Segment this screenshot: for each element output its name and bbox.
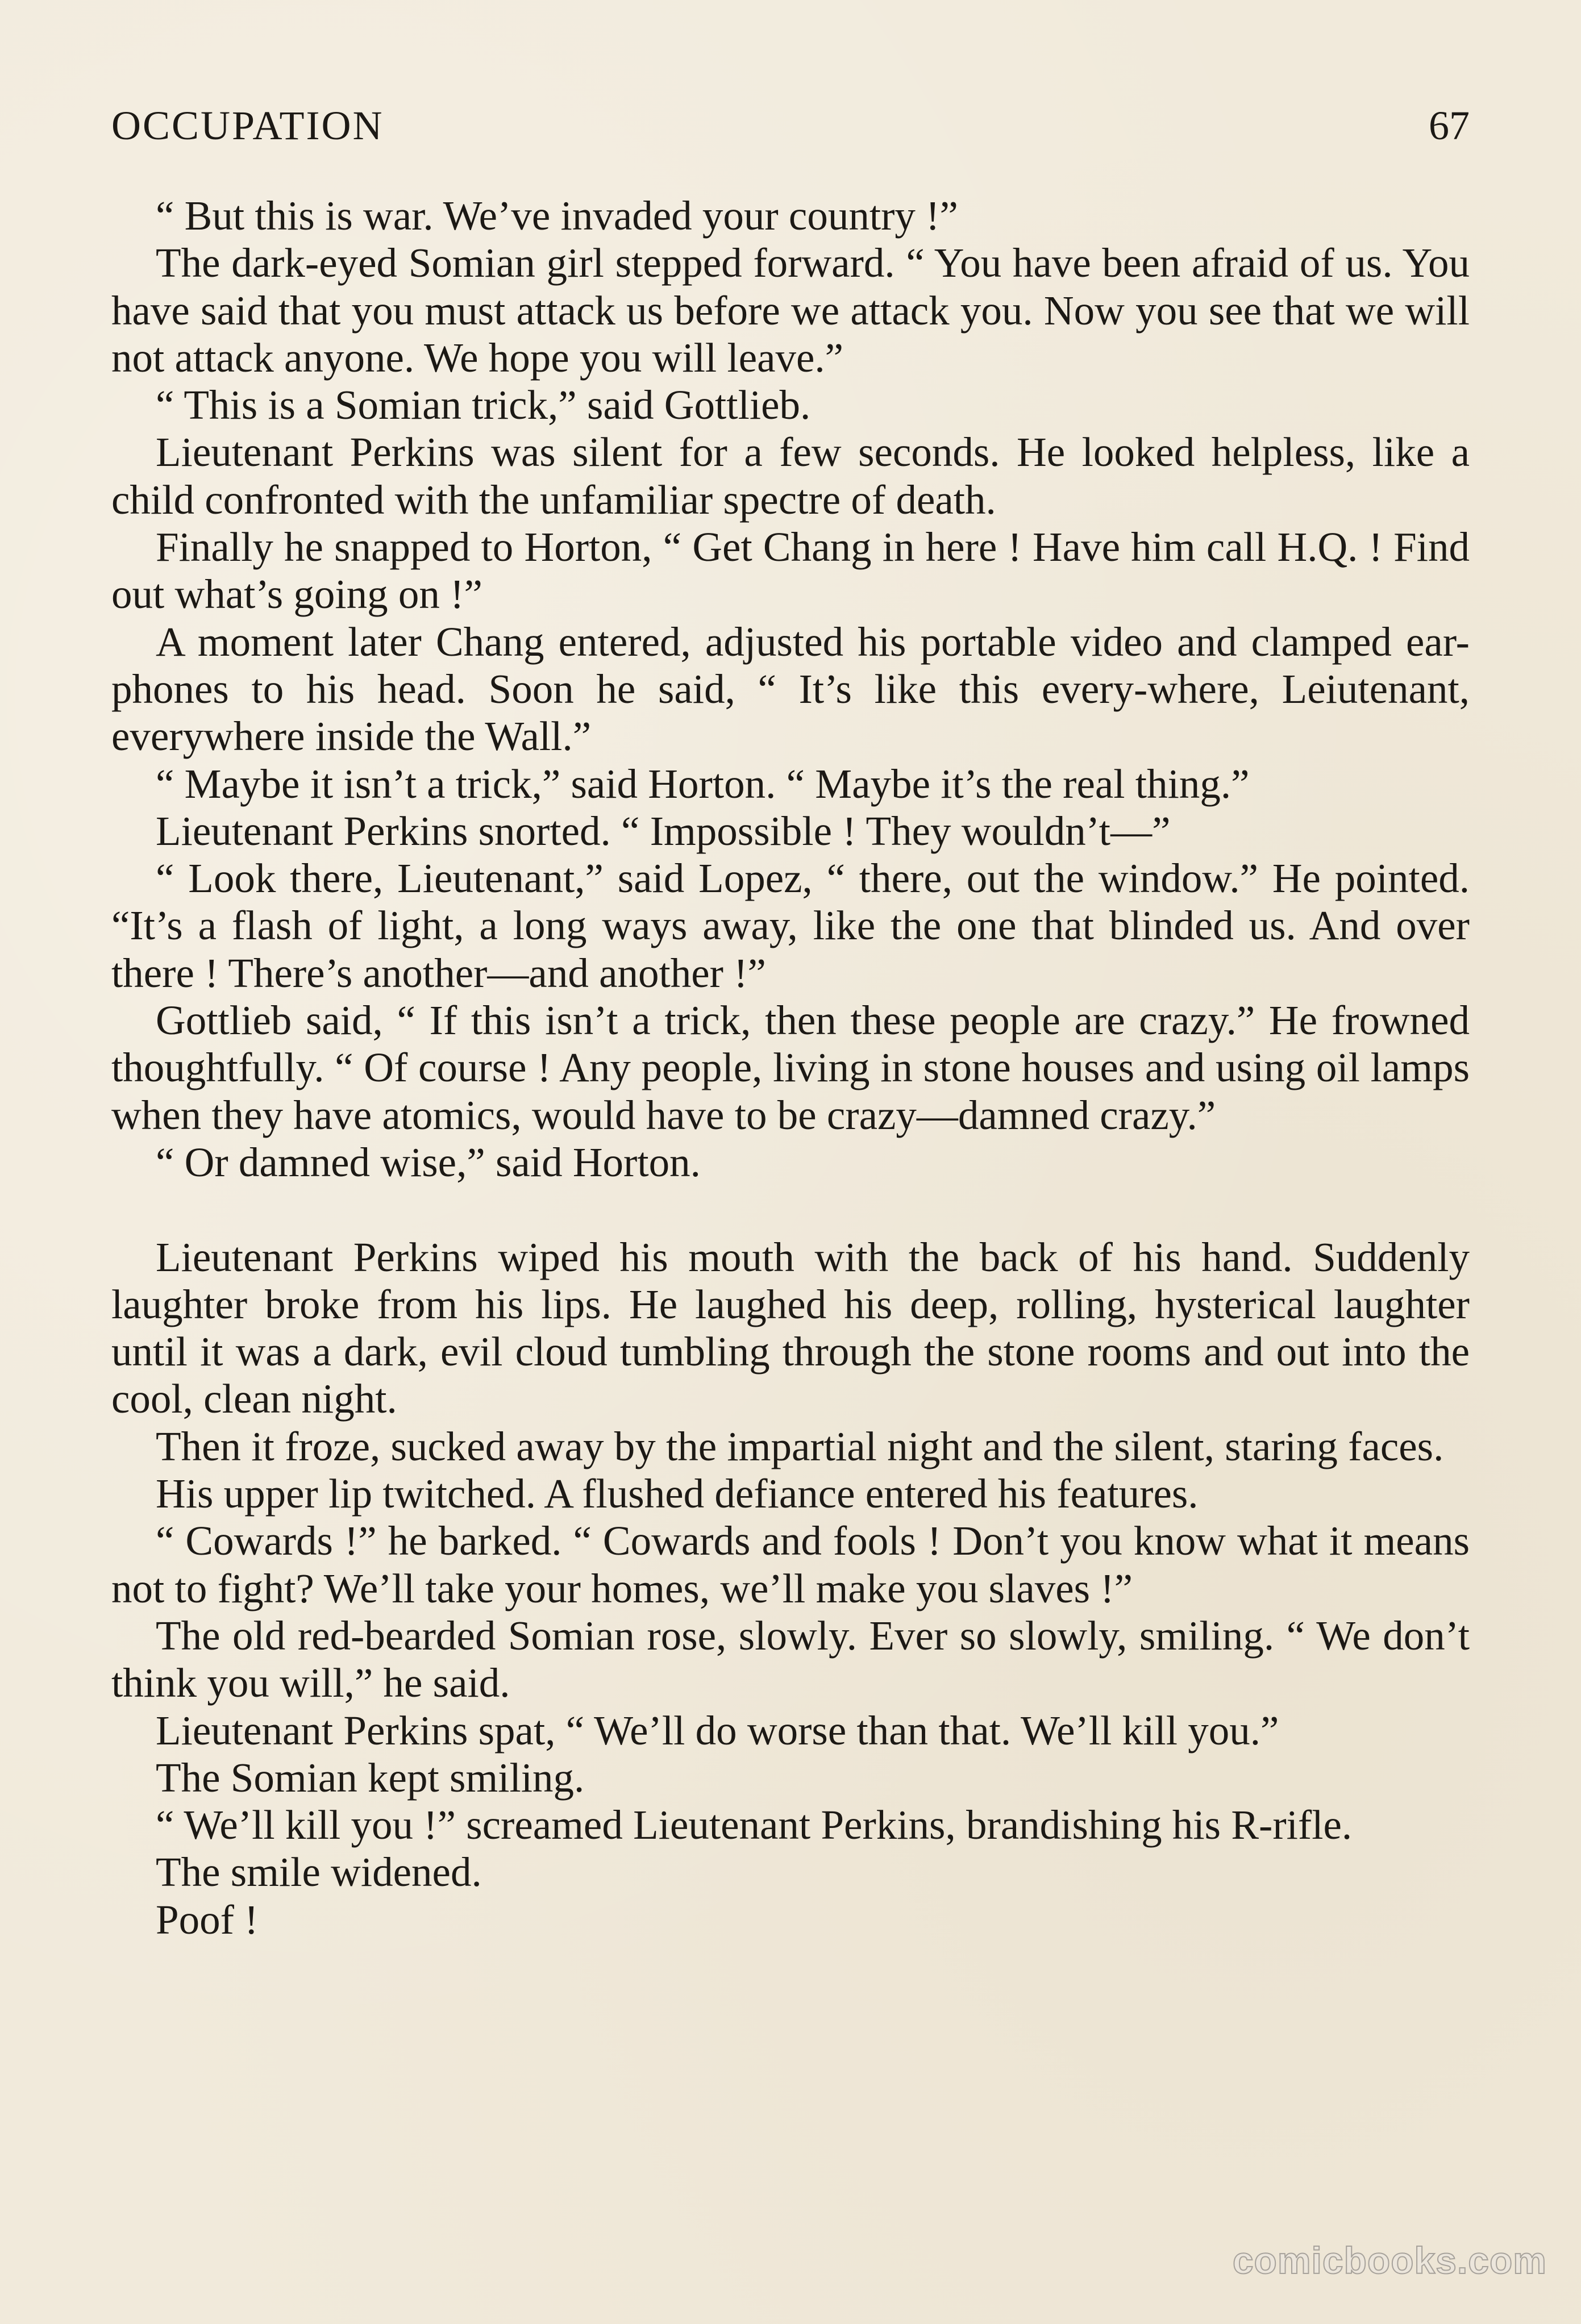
section-break xyxy=(111,1186,1470,1233)
paragraph: “ Maybe it isn’t a trick,” said Horton. “ Maybe it’s the real thing.” xyxy=(156,760,1250,807)
paragraph: His upper lip twitched. A flushed defiance entered his features. xyxy=(156,1471,1199,1517)
paragraph: Gottlieb said, “ If this isn’t a trick, then these people are crazy.” He frowned thoughtfully. “ Of course ! Any people, living in stone houses and using oil lamps when they have atomics, would have to be crazy—damned crazy.” xyxy=(111,997,1470,1138)
paragraph: The Somian kept smiling. xyxy=(156,1754,585,1801)
paragraph: “ But this is war. We’ve invaded your country !” xyxy=(156,193,958,239)
paragraph: “ Or damned wise,” said Horton. xyxy=(156,1139,701,1185)
paragraph: The smile widened. xyxy=(156,1849,482,1896)
paragraph: Lieutenant Perkins wiped his mouth with the back of his hand. Suddenly laughter broke from his lips. He laughed his deep, rolling, hysterical laughter until it was a dark, evil cloud tumbling through the stone rooms and out into the cool, clean night. xyxy=(111,1234,1470,1422)
paragraph: Lieutenant Perkins was silent for a few seconds. He looked helpless, like a child confronted with the unfamiliar spectre of death. xyxy=(111,429,1470,523)
body-text xyxy=(111,192,1470,1943)
paragraph: “ This is a Somian trick,” said Gottlieb. xyxy=(156,382,811,428)
paragraph: Then it froze, sucked away by the impartial night and the silent, staring faces. xyxy=(156,1423,1444,1469)
paragraph: The dark-eyed Somian girl stepped forward. “ You have been afraid of us. You have said that you must attack us before we attack you. Now you see that we will not attack anyone. We hope you will leave.” xyxy=(111,240,1470,381)
paragraph: “ Look there, Lieutenant,” said Lopez, “ there, out the window.” He pointed. “It’s a flash of light, a long ways away, like the one that blinded us. And over there ! There’s another—and another !” xyxy=(111,855,1470,996)
paragraph: “ Cowards !” he barked. “ Cowards and fools ! Don’t you know what it means not to fight? We’ll take your homes, we’ll make you slaves !” xyxy=(111,1518,1470,1611)
paragraph: The old red-bearded Somian rose, slowly. Ever so slowly, smiling. “ We don’t think you will,” he said. xyxy=(111,1612,1470,1706)
site-watermark: comicbooks.com xyxy=(1232,2239,1547,2281)
page-number: 67 xyxy=(1429,103,1470,148)
paragraph: Finally he snapped to Horton, “ Get Chang in here ! Have him call H.Q. ! Find out what’s going on !” xyxy=(111,524,1470,618)
paragraph: Poof ! xyxy=(156,1896,259,1943)
paragraph: “ We’ll kill you !” screamed Lieutenant Perkins, brandishing his R-rifle. xyxy=(156,1802,1353,1848)
paragraph: A moment later Chang entered, adjusted his portable video and clamped ear-phones to his head. Soon he said, “ It’s like this every-where, Leiutenant, everywhere inside the Wall.” xyxy=(111,618,1470,760)
paragraph: Lieutenant Perkins spat, “ We’ll do worse than that. We’ll kill you.” xyxy=(156,1707,1279,1754)
running-header xyxy=(111,100,1470,151)
paragraph: Lieutenant Perkins snorted. “ Impossible ! They wouldn’t—” xyxy=(156,807,1171,854)
running-title: OCCUPATION xyxy=(111,103,384,148)
